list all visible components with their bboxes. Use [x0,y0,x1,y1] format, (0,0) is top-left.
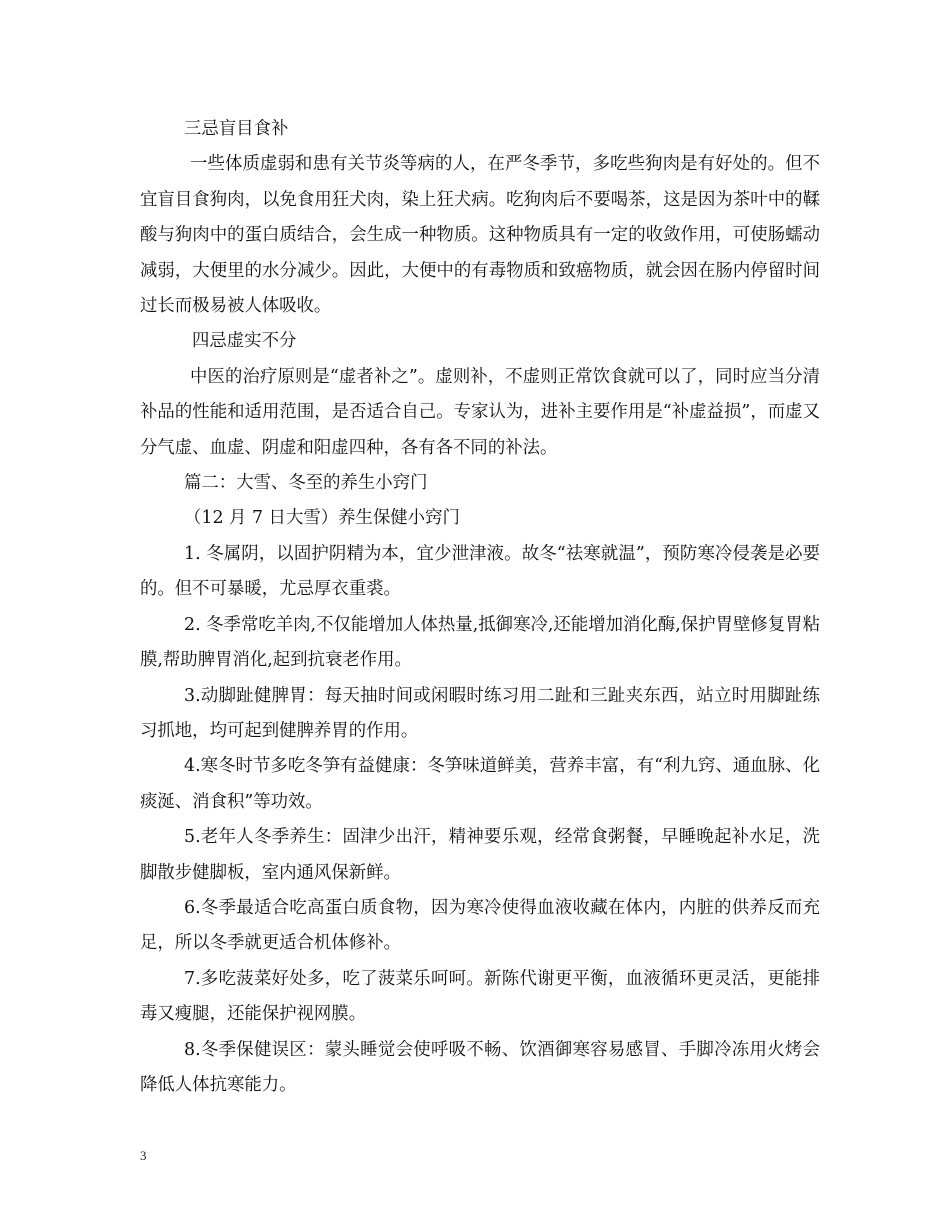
list-item-8: 8.冬季保健误区：蒙头睡觉会使呼吸不畅、饮酒御寒容易感冒、手脚冷冻用火烤会降低人体抗寒能力。 [140,1039,820,1095]
section-heading-si-ji: 四忌虚实不分 [192,331,297,352]
page-number: 3 [140,1148,147,1163]
list-item-7: 7.多吃菠菜好处多，吃了菠菜乐呵呵。新陈代谢更平衡，血液循环更灵活，更能排毒又瘦腿，还能保护视网膜。 [140,968,820,1025]
document-body [140,112,820,1103]
list-item-6: 6.冬季最适合吃高蛋白质食物，因为寒冷使得血液收藏在体内，内脏的供养反而充足，所以冬季就更适合机体修补。 [140,897,820,954]
list-item-4: 4.寒冬时节多吃冬笋有益健康：冬笋味道鲜美，营养丰富，有“利九窍、通血脉、化痰涎、消食积”等功效。 [140,756,820,812]
list-item-1: 1. 冬属阴，以固护阴精为本，宜少泄津液。故冬“祛寒就温”，预防寒冷侵袭是必要的。但不可暴暖，尤忌厚衣重裘。 [140,543,820,600]
chapter-heading-part-two: 篇二：大雪、冬至的养生小窍门 [184,473,428,494]
list-item-2: 2. 冬季常吃羊肉,不仅能增加人体热量,抵御寒冷,还能增加消化酶,保护胃壁修复胃粘膜,帮助脾胃消化,起到抗衰老作用。 [140,614,820,671]
list-item-5: 5.老年人冬季养生：固津少出汗，精神要乐观，经常食粥餐，早睡晚起补水足，洗脚散步健脚板，室内通风保新鲜。 [140,827,820,883]
section-heading-san-ji: 三忌盲目食补 [184,119,289,139]
subheading-daxue: （12 月 7 日大雪）养生保健小窍门 [184,508,460,529]
paragraph-tcm-principle: 中医的治疗原则是“虚者补之”。虚则补，不虚则正常饮食就可以了，同时应当分清补品的性能和适用范围，是否适合自己。专家认为，进补主要作用是“补虚益损”，而虚又分气虚、血虚、阴虚和阳虚四种，各有各不同的补法。 [140,366,820,458]
paragraph-dog-meat: 一些体质虚弱和患有关节炎等病的人，在严冬季节，多吃些狗肉是有好处的。但不宜盲目食狗肉，以免食用狂犬肉，染上狂犬病。吃狗肉后不要喝茶，这是因为茶叶中的鞣酸与狗肉中的蛋白质结合，会生成一种物质。这种物质具有一定的收敛作用，可使肠蠕动减弱，大便里的水分减少。因此，大便中的有毒物质和致癌物质，就会因在肠内停留时间过长而极易被人体吸收。 [140,154,820,317]
list-item-3: 3.动脚趾健脾胃：每天抽时间或闲暇时练习用二趾和三趾夹东西，站立时用脚趾练习抓地，均可起到健脾养胃的作用。 [140,685,820,741]
